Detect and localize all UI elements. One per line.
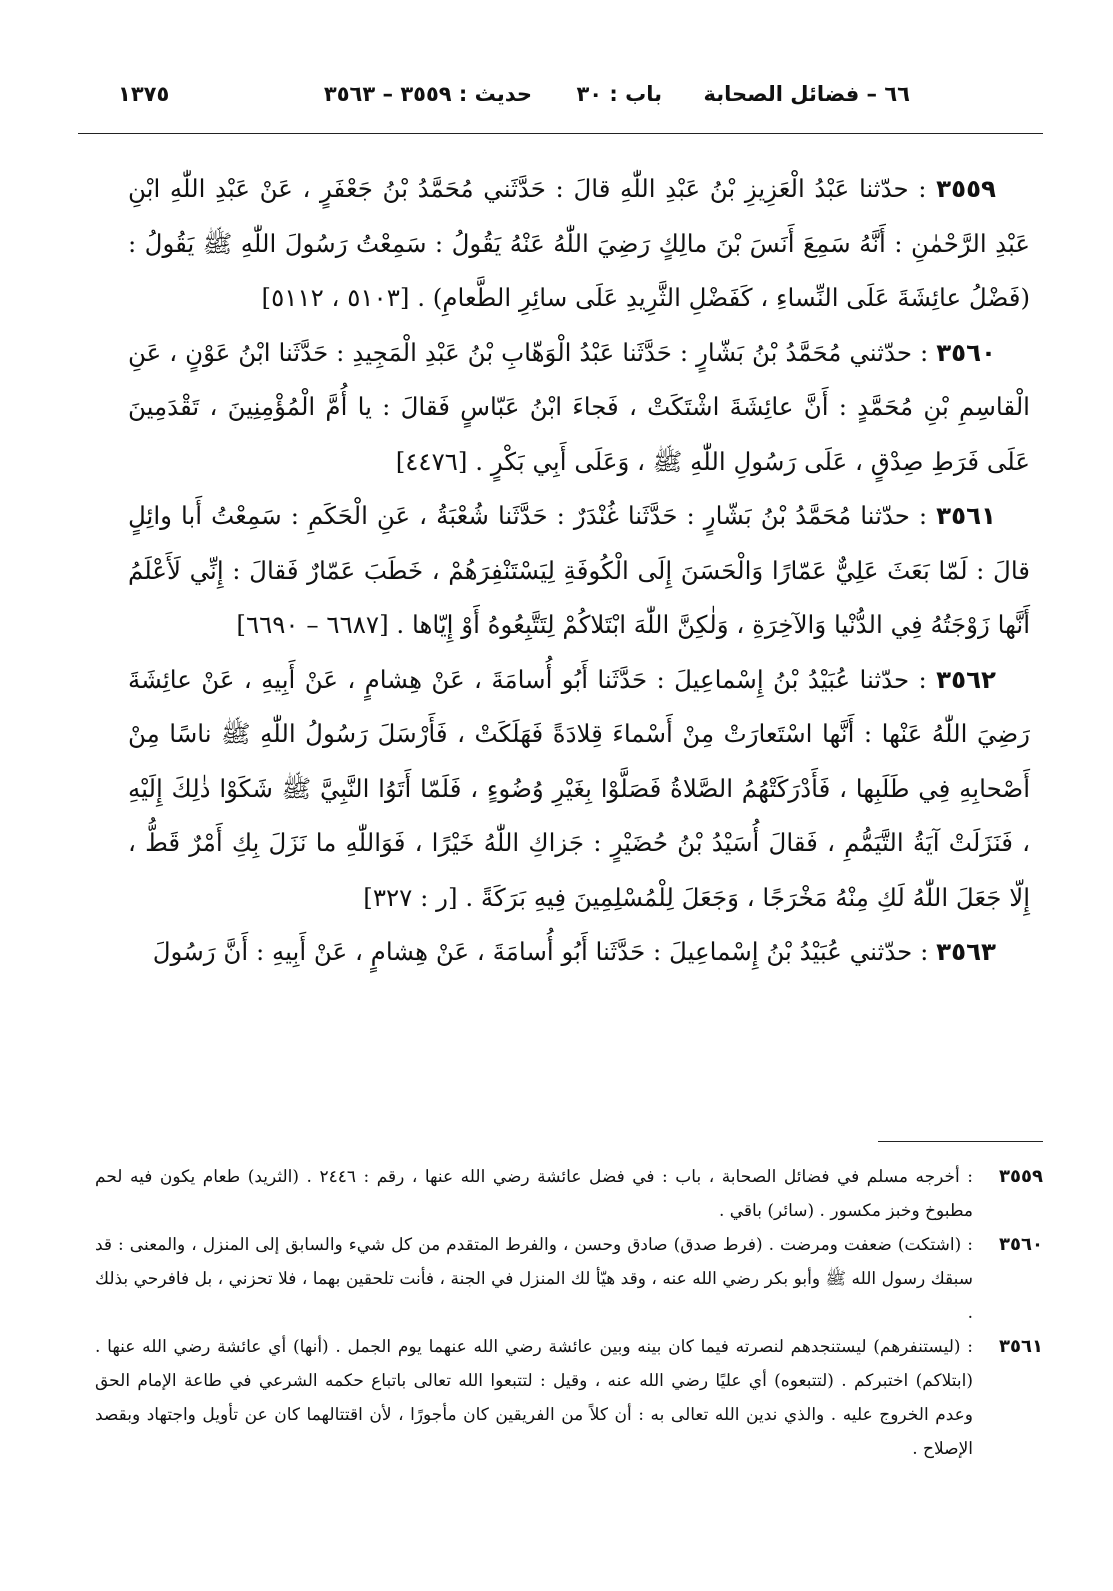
hadith-paragraph: [128, 925, 1030, 980]
footnote-text: : (اشتكت) ضعفت ومرضت . (فرط صدق) صادق وحسن ، والفرط المتقدم من كل شيء والسابق إلى المنزل ، والمعنى : قد سبقك رسول الله ﷺ وأبو بكر رضي الله عنه ، وقد هيّأ لك المنزل في الجنة ، فأنت تلحقين بهما ، فلا تحزني ، بل فافرحي بذلك .: [95, 1235, 973, 1323]
hadith-paragraph: [128, 653, 1030, 926]
hadith-paragraph: [128, 162, 1030, 326]
hadith-number: ٣٥٥٩: [936, 174, 996, 203]
footnote-text: : أخرجه مسلم في فضائل الصحابة ، باب : في فضل عائشة رضي الله عنها ، رقم : ٢٤٤٦ . (الثريد) طعام يكون فيه لحم مطبوخ وخبز مكسور . (سائر) باقي .: [95, 1167, 974, 1221]
hadith-paragraph: [128, 326, 1030, 490]
hadith-text: : حدّثنا مُحَمَّدُ بْنُ بَشّارٍ : حَدَّثَنا غُنْدَرٌ : حَدَّثَنا شُعْبَةُ ، عَنِ الْحَكَمِ : سَمِعْتُ أَبا وائِلٍ قالَ : لَمّا بَعَثَ عَلِيٌّ عَمّارًا وَالْحَسَنَ إِلَى الْكُوفَةِ لِيَسْتَنْفِرَهُمْ ، خَطَبَ عَمّارٌ فَقالَ : إِنِّي لَأَعْلَمُ أَنَّها زَوْجَتُهُ فِي الدُّنْيا وَالآخِرَةِ ، وَلٰكِنَّ اللّٰهَ ابْتَلاكُمْ لِتَتَّبِعُوهُ أَوْ إِيّاها . [٦٦٨٧ – ٦٦٩٠]: [128, 501, 1030, 639]
hadith-text: : حدّثني مُحَمَّدُ بْنُ بَشّارٍ : حَدَّثَنا عَبْدُ الْوَهّابِ بْنُ عَبْدِ الْمَجِيدِ : حَدَّثَنا ابْنُ عَوْنٍ ، عَنِ الْقاسِمِ بْنِ مُحَمَّدٍ : أَنَّ عائِشَةَ اشْتَكَتْ ، فَجاءَ ابْنُ عَبّاسٍ فَقالَ : يا أُمَّ الْمُؤْمِنِينَ ، تَقْدَمِينَ عَلَى فَرَطِ صِدْقٍ ، عَلَى رَسُولِ اللّٰهِ ﷺ ، وَعَلَى أَبِي بَكْرٍ . [٤٤٧٦]: [128, 337, 1030, 476]
hadith-paragraph: [128, 489, 1030, 653]
page-number: ١٣٧٥: [118, 82, 170, 106]
bab-label: باب : ٣٠: [576, 82, 662, 106]
footnotes: [95, 1160, 1043, 1466]
hadith-number: ٣٥٦٣: [936, 937, 996, 966]
footnote: [95, 1330, 1043, 1466]
chapter-title: ٦٦ – فضائل الصحابة: [703, 82, 910, 106]
footnote: [95, 1160, 1043, 1228]
hadith-number: ٣٥٦١: [936, 501, 996, 530]
hadith-text: : حدّثني عُبَيْدُ بْنُ إِسْماعِيلَ : حَدَّثَنا أَبُو أُسامَةَ ، عَنْ هِشامٍ ، عَنْ أَبِيهِ : أَنَّ رَسُولَ: [152, 937, 929, 966]
header-divider: [78, 133, 1043, 134]
hadith-text: : حدّثنا عَبْدُ الْعَزِيزِ بْنُ عَبْدِ اللّٰهِ قالَ : حَدَّثَني مُحَمَّدُ بْنُ جَعْفَرٍ ، عَنْ عَبْدِ اللّٰهِ ابْنِ عَبْدِ الرَّحْمٰنِ : أَنَّهُ سَمِعَ أَنَسَ بْنَ مالِكٍ رَضِيَ اللّٰهُ عَنْهُ يَقُولُ : سَمِعْتُ رَسُولَ اللّٰهِ ﷺ يَقُولُ : (فَضْلُ عائِشَةَ عَلَى النِّساءِ ، كَفَضْلِ الثَّرِيدِ عَلَى سائِرِ الطَّعامِ) . [٥١٠٣ ، ٥١١٢]: [128, 174, 1030, 312]
footnote-number: ٣٥٥٩: [999, 1166, 1043, 1187]
footnote: [95, 1228, 1043, 1330]
footnote-text: : (ليستنفرهم) ليستنجدهم لنصرته فيما كان بينه وبين عائشة رضي الله عنهما يوم الجمل . (أنها) أي عائشة رضي الله عنها . (ابتلاكم) اختبركم . (لتتبعوه) أي عليًا رضي الله عنه ، وقيل : لتتبعوا الله تعالى باتباع حكمه الشرعي في طاعة الإمام الحق وعدم الخروج عليه . والذي ندين الله تعالى به : أن كلاً من الفريقين كان مأجورًا ، لأن اقتتالهما كان عن تأويل واجتهاد وبقصد الإصلاح .: [95, 1337, 973, 1459]
hadith-number: ٣٥٦٢: [936, 664, 996, 694]
hadith-range: حديث : ٣٥٥٩ – ٣٥٦٣: [323, 82, 532, 106]
footnote-divider: [878, 1141, 1043, 1142]
hadith-number: ٣٥٦٠: [936, 337, 997, 367]
hadith-text-body: [128, 162, 1030, 980]
hadith-text: : حدّثنا عُبَيْدُ بْنُ إِسْماعِيلَ : حَدَّثَنا أَبُو أُسامَةَ ، عَنْ هِشامٍ ، عَنْ أَبِيهِ ، عَنْ عائِشَةَ رَضِيَ اللّٰهُ عَنْها : أَنَّها اسْتَعارَتْ مِنْ أَسْماءَ قِلادَةً فَهَلَكَتْ ، فَأَرْسَلَ رَسُولُ اللّٰهِ ﷺ ناسًا مِنْ أَصْحابِهِ فِي طَلَبِها ، فَأَدْرَكَتْهُمُ الصَّلاةُ فَصَلَّوْا بِغَيْرِ وُضُوءٍ ، فَلَمّا أَتَوُا النَّبِيَّ ﷺ شَكَوْا ذٰلِكَ إِلَيْهِ ، فَنَزَلَتْ آيَةُ التَّيَمُّمِ ، فَقالَ أُسَيْدُ بْنُ حُضَيْرٍ : جَزاكِ اللّٰهُ خَيْرًا ، فَوَاللّٰهِ ما نَزَلَ بِكِ أَمْرٌ قَطُّ ، إِلّا جَعَلَ اللّٰهُ لَكِ مِنْهُ مَخْرَجًا ، وَجَعَلَ لِلْمُسْلِمِينَ فِيهِ بَرَكَةً . [ر : ٣٢٧]: [128, 664, 1030, 912]
footnote-number: ٣٥٦١: [999, 1336, 1043, 1357]
footnote-number: ٣٥٦٠: [999, 1234, 1043, 1255]
running-header: [118, 82, 910, 116]
